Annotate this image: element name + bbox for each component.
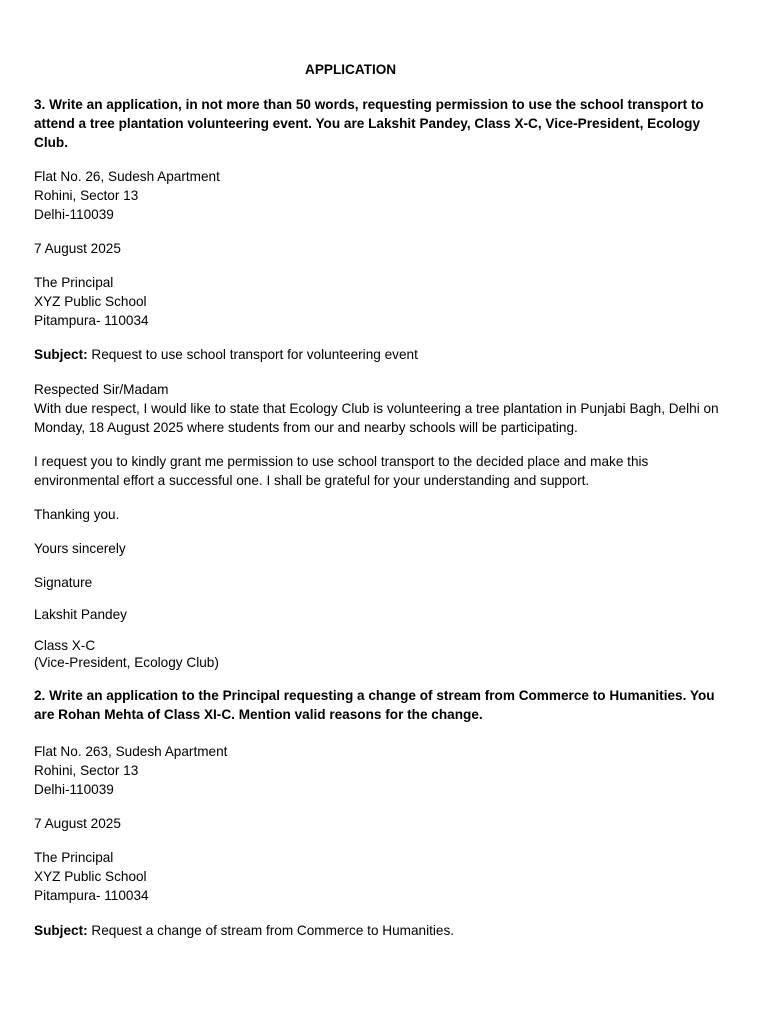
salutation: Respected Sir/Madam bbox=[34, 382, 169, 397]
question-3: 3. Write an application, in not more than 50 words, requesting permission to use the school transport to attend a tree plantation volunteering event. You are Lakshit Pandey, Class X-C, Vice-President, Ecology Club. bbox=[34, 97, 704, 150]
subject-line bbox=[34, 921, 454, 940]
sender-class: Class X-C bbox=[34, 638, 96, 653]
signature-line: Signature bbox=[34, 575, 93, 590]
closing-line: Yours sincerely bbox=[34, 541, 126, 556]
recipient-line-1: The Principal bbox=[34, 850, 114, 865]
letter-date: 7 August 2025 bbox=[34, 241, 121, 256]
recipient-line-1: The Principal bbox=[34, 275, 114, 290]
sender-address-line-2: Rohini, Sector 13 bbox=[34, 763, 139, 778]
sender-address-line-1: Flat No. 263, Sudesh Apartment bbox=[34, 744, 228, 759]
document-title: APPLICATION bbox=[305, 62, 397, 77]
sender-name: Lakshit Pandey bbox=[34, 607, 127, 622]
recipient-line-3: Pitampura- 110034 bbox=[34, 313, 149, 328]
thanks-line: Thanking you. bbox=[34, 507, 120, 522]
subject-text: Request a change of stream from Commerce to Humanities. bbox=[87, 923, 455, 938]
recipient-line-3: Pitampura- 110034 bbox=[34, 888, 149, 903]
sender-designation: (Vice-President, Ecology Club) bbox=[34, 655, 219, 670]
subject-label: Subject: bbox=[34, 347, 88, 362]
recipient-line-2: XYZ Public School bbox=[34, 294, 147, 309]
sender-address-line-3: Delhi-110039 bbox=[34, 207, 114, 222]
sender-address-line-3: Delhi-110039 bbox=[34, 782, 114, 797]
question-2: 2. Write an application to the Principal requesting a change of stream from Commerce to Humanities. You are Rohan Mehta of Class XI-C. Mention valid reasons for the change. bbox=[34, 688, 715, 722]
body-paragraph-1: With due respect, I would like to state that Ecology Club is volunteering a tree plantation in Punjabi Bagh, Delhi on Monday, 18 August 2025 where students from our and nearby schools will be participating. bbox=[34, 401, 719, 435]
subject-line bbox=[34, 345, 418, 364]
letter-date: 7 August 2025 bbox=[34, 816, 121, 831]
subject-label: Subject: bbox=[34, 923, 88, 938]
recipient-line-2: XYZ Public School bbox=[34, 869, 147, 884]
sender-address-line-1: Flat No. 26, Sudesh Apartment bbox=[34, 169, 220, 184]
subject-text: Request to use school transport for volunteering event bbox=[87, 347, 418, 362]
sender-address-line-2: Rohini, Sector 13 bbox=[34, 188, 139, 203]
body-paragraph-2: I request you to kindly grant me permission to use school transport to the decided place and make this environmental effort a successful one. I shall be grateful for your understanding and support. bbox=[34, 454, 649, 488]
